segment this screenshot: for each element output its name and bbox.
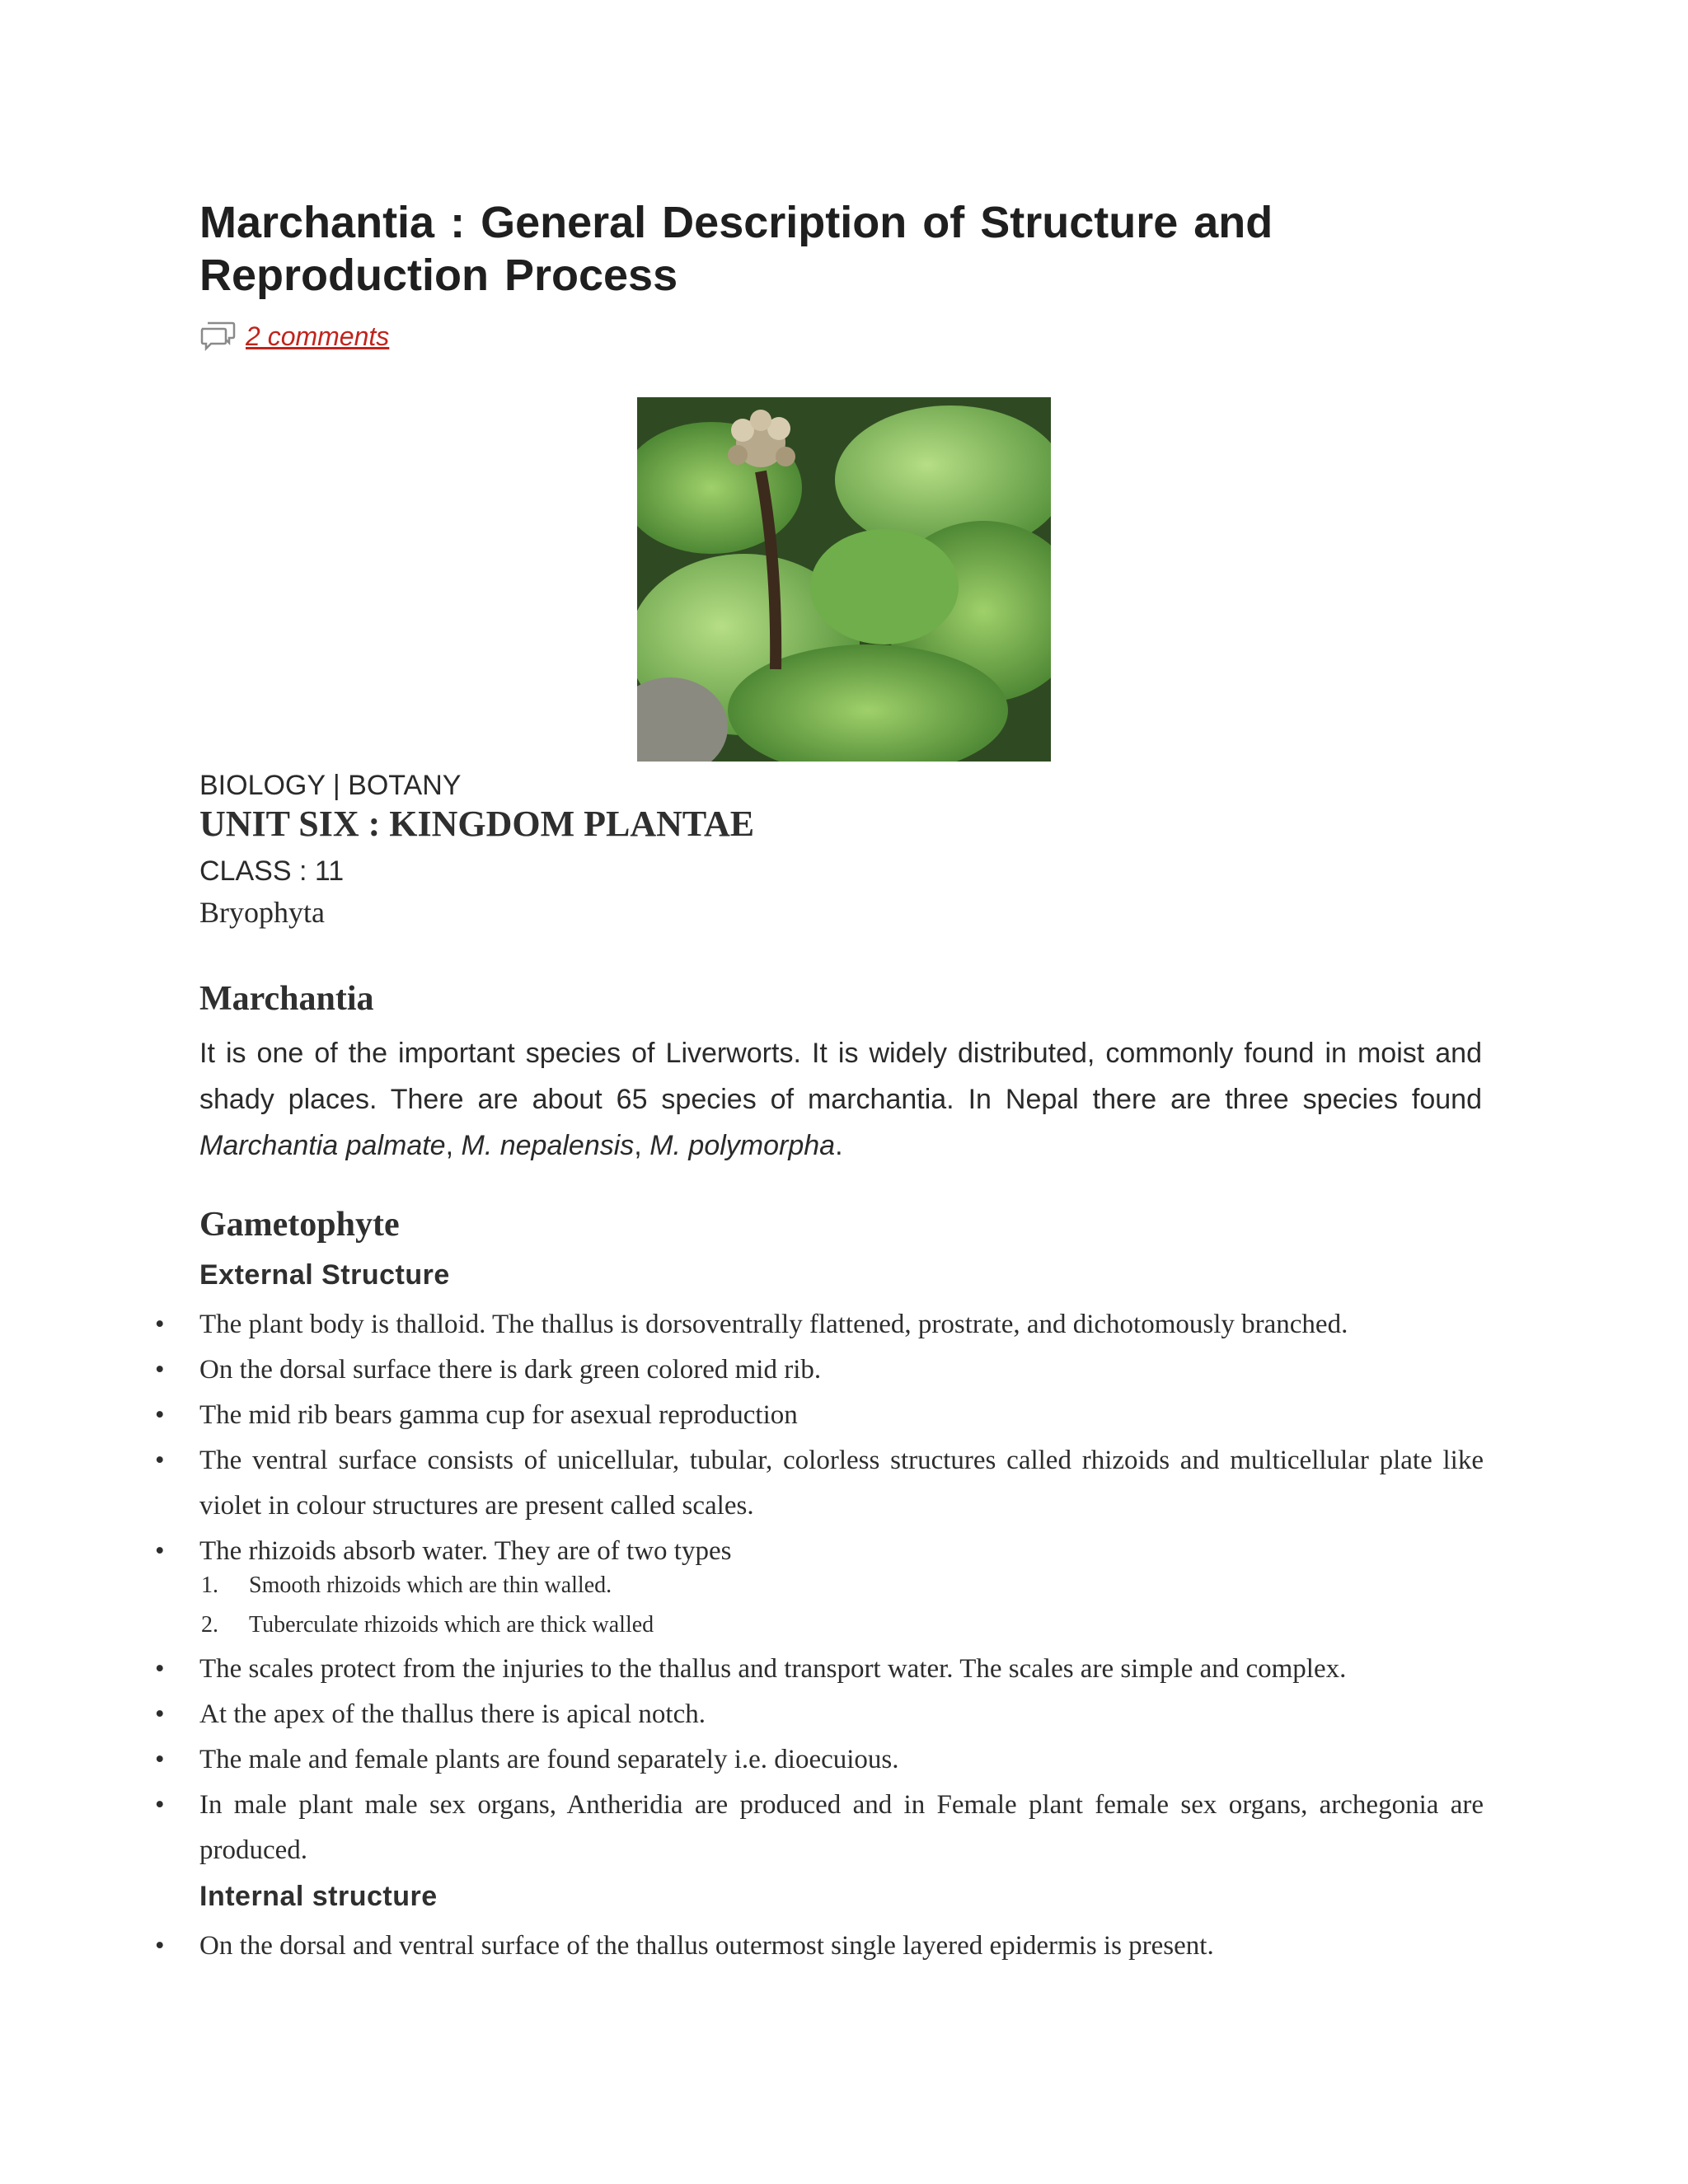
species-name: Marchantia palmate	[199, 1130, 446, 1161]
bullet-icon: •	[155, 1699, 165, 1729]
bullet-icon: •	[155, 1400, 165, 1430]
separator: ,	[634, 1130, 650, 1161]
list-item: 1. Smooth rhizoids which are thin walled.	[201, 1572, 612, 1598]
list-item: • The male and female plants are found separately i.e. dioecuious.	[0, 1737, 1484, 1783]
intro-text: It is one of the important species of Liverworts. It is widely distributed, commonly found in moist and shady places. There are about 65 species of marchantia. In Nepal there are three species found	[199, 1038, 1482, 1115]
bullet-icon: •	[155, 1310, 165, 1339]
external-list-2	[0, 1647, 1484, 1873]
list-item: • In male plant male sex organs, Antheridia are produced and in Female plant female sex organs, archegonia are produced.	[0, 1783, 1484, 1873]
subject-label: BIOLOGY | BOTANY	[199, 770, 462, 801]
speech-bubbles-icon	[199, 320, 236, 353]
list-item: • At the apex of the thallus there is apical notch.	[0, 1692, 1484, 1737]
group-label: Bryophyta	[199, 896, 325, 929]
list-item: 2. Tuberculate rhizoids which are thick walled	[201, 1612, 654, 1638]
marchantia-intro	[199, 1030, 1482, 1169]
class-label: CLASS : 11	[199, 855, 345, 887]
period: .	[835, 1130, 843, 1161]
external-list-1	[0, 1302, 1484, 1574]
marchantia-photo	[637, 397, 1051, 762]
separator: ,	[445, 1130, 462, 1161]
unit-heading: UNIT SIX : KINGDOM PLANTAE	[199, 804, 755, 844]
list-item: • The rhizoids absorb water. They are of two types	[0, 1529, 1484, 1574]
bullet-icon: •	[155, 1745, 165, 1774]
comments-row	[199, 320, 389, 353]
list-item: • The scales protect from the injuries to the thallus and transport water. The scales are simple and complex.	[0, 1647, 1484, 1692]
bullet-icon: •	[155, 1790, 165, 1820]
bullet-icon: •	[155, 1654, 165, 1684]
internal-list	[0, 1924, 1484, 1969]
rhizoid-types-list	[0, 1566, 1484, 1645]
list-item: • On the dorsal and ventral surface of the thallus outermost single layered epidermis is present.	[0, 1924, 1484, 1969]
list-item: • The ventral surface consists of unicellular, tubular, colorless structures called rhizoids and multicellular plate like violet in colour structures are present called scales.	[0, 1438, 1484, 1529]
comments-link[interactable]: 2 comments	[246, 321, 390, 351]
bullet-icon: •	[155, 1446, 165, 1475]
list-item: • The plant body is thalloid. The thallus is dorsoventrally flattened, prostrate, and dichotomously branched.	[0, 1302, 1484, 1347]
gametophyte-heading: Gametophyte	[199, 1206, 400, 1244]
internal-structure-heading: Internal structure	[199, 1881, 438, 1912]
list-item: • The mid rib bears gamma cup for asexual reproduction	[0, 1393, 1484, 1438]
page-title: Marchantia : General Description of Structure and Reproduction Process	[199, 198, 1273, 300]
species-name: M. nepalensis	[461, 1130, 635, 1161]
marchantia-heading: Marchantia	[199, 980, 374, 1018]
bullet-icon: •	[155, 1931, 165, 1961]
external-structure-heading: External Structure	[199, 1259, 450, 1291]
species-name: M. polymorpha	[649, 1130, 836, 1161]
bullet-icon: •	[155, 1536, 165, 1566]
list-item: • On the dorsal surface there is dark green colored mid rib.	[0, 1347, 1484, 1393]
bullet-icon: •	[155, 1355, 165, 1385]
